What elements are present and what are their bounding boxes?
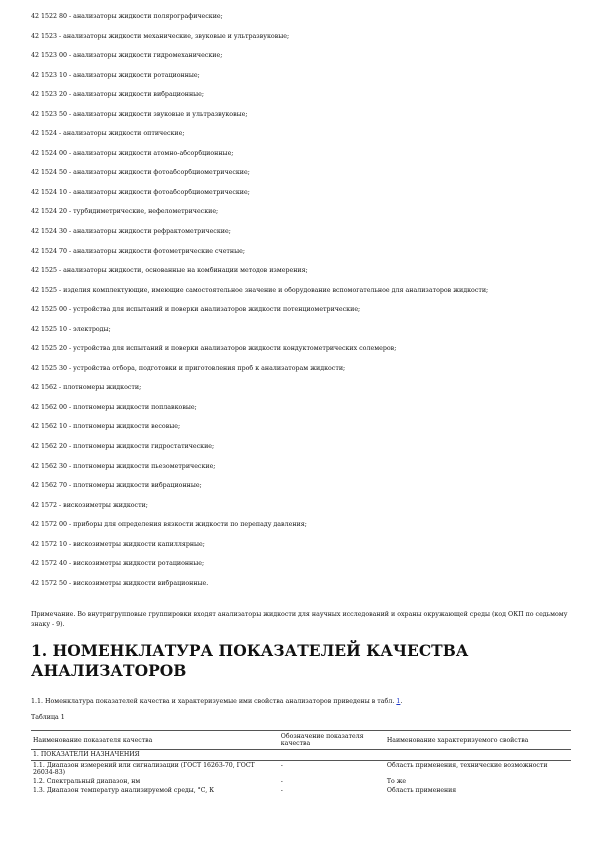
list-item: 42 1562 - плотномеры жидкости;	[31, 384, 142, 392]
list-item: 42 1525 10 - электроды;	[31, 325, 111, 333]
section-heading: 1. НОМЕНКЛАТУРА ПОКАЗАТЕЛЕЙ КАЧЕСТВА АНАЛИЗАТОРОВ	[31, 641, 469, 680]
list-item: 42 1524 70 - анализаторы жидкости фотометрические счетные;	[31, 247, 245, 255]
list-item: 42 1572 - вискозиметры жидкости;	[31, 501, 148, 509]
list-item: 42 1572 50 - вискозиметры жидкости вибрационные.	[31, 579, 209, 587]
list-item: 42 1523 10 - анализаторы жидкости ротационные;	[31, 71, 200, 79]
list-item: 42 1524 - анализаторы жидкости оптические;	[31, 130, 185, 138]
okp-code-list	[31, 13, 571, 599]
table-cell: -	[280, 778, 283, 786]
list-item: 42 1524 10 - анализаторы жидкости фотоабсорбциометрические;	[31, 188, 250, 196]
list-item: 42 1562 10 - плотномеры жидкости весовые;	[31, 423, 181, 431]
intro-text: 1.1. Номенклатура показателей качества и характеризуемые ими свойства анализаторов приведены в табл.	[31, 698, 395, 706]
table-header-row	[31, 731, 571, 750]
list-item: 42 1525 - изделия комплектующие, имеющие самостоятельное значение и оборудование вспомогательное для анализаторов жидкости;	[31, 286, 489, 294]
intro-tail: .	[400, 698, 403, 706]
list-item: 42 1525 00 - устройства для испытаний и поверки анализаторов жидкости потенциометрические;	[31, 306, 361, 314]
table-cell: 1.2. Спектральный диапазон, нм	[33, 778, 141, 786]
list-item: 42 1523 00 - анализаторы жидкости гидромеханические;	[31, 52, 223, 60]
list-item: 42 1562 70 - плотномеры жидкости вибрационные;	[31, 482, 202, 490]
list-item: 42 1562 20 - плотномеры жидкости гидростатические;	[31, 443, 215, 451]
table-cell: То же	[386, 778, 407, 786]
list-item: 42 1525 30 - устройства отбора, подготовки и приготовления проб к анализаторам жидкости;	[31, 364, 346, 372]
table-section-row	[31, 750, 571, 760]
table-cell: 1.3. Диапазон температур анализируемой среды, °C, К	[33, 787, 214, 795]
list-item: 42 1572 40 - вискозиметры жидкости ротационные;	[31, 560, 205, 568]
note-paragraph: Примечание. Во внутригрупповые группировки входят анализаторы жидкости для научных исследований и охраны окружающей среды (код ОКП по седьмому знаку - 9).	[31, 611, 568, 628]
quality-indicators-table	[31, 730, 571, 795]
table-cell: Область применения, технические возможности	[386, 761, 548, 769]
intro-paragraph	[31, 698, 402, 705]
list-item: 42 1572 00 - приборы для определения вязкости жидкости по перепаду давления;	[31, 521, 307, 529]
list-item: 42 1562 30 - плотномеры жидкости пьезометрические;	[31, 462, 216, 470]
list-item: 42 1572 10 - вискозиметры жидкости капиллярные;	[31, 540, 205, 548]
table-cell: 1.1. Диапазон измерений или сигнализации (ГОСТ 16263-70, ГОСТ 26034-83)	[33, 761, 255, 776]
column-header: Обозначение показателя качества	[280, 733, 364, 748]
list-item: 42 1522 80 - анализаторы жидкости полярографические;	[31, 13, 223, 20]
list-item: 42 1523 - анализаторы жидкости механические, звуковые и ультразвуковые;	[31, 32, 290, 40]
table-row	[31, 760, 571, 777]
table-cell: -	[280, 761, 283, 769]
table-row	[31, 786, 571, 795]
table-row	[31, 777, 571, 786]
list-item: 42 1524 30 - анализаторы жидкости рефрактометрические;	[31, 228, 231, 236]
list-item: 42 1524 20 - турбидиметрические, нефелометрические;	[31, 208, 219, 216]
section-title: 1. ПОКАЗАТЕЛИ НАЗНАЧЕНИЯ	[31, 750, 571, 760]
list-item: 42 1523 50 - анализаторы жидкости звуковые и ультразвуковые;	[31, 110, 248, 118]
table-link[interactable]: 1	[396, 698, 401, 706]
list-item: 42 1523 20 - анализаторы жидкости вибрационные;	[31, 91, 205, 99]
column-header: Наименование характеризуемого свойства	[386, 736, 529, 744]
column-header: Наименование показателя качества	[33, 736, 153, 744]
table-caption: Таблица 1	[31, 714, 65, 721]
table-cell: Область применения	[386, 787, 457, 795]
list-item: 42 1525 - анализаторы жидкости, основанные на комбинации методов измерения;	[31, 267, 308, 275]
list-item: 42 1524 00 - анализаторы жидкости атомно-абсорбционные;	[31, 149, 234, 157]
list-item: 42 1562 00 - плотномеры жидкости поплавковые;	[31, 403, 197, 411]
list-item: 42 1525 20 - устройства для испытаний и поверки анализаторов жидкости кондуктометрических солемеров;	[31, 345, 397, 353]
table-cell: -	[280, 787, 283, 795]
list-item: 42 1524 50 - анализаторы жидкости фотоабсорбциометрические;	[31, 169, 250, 177]
